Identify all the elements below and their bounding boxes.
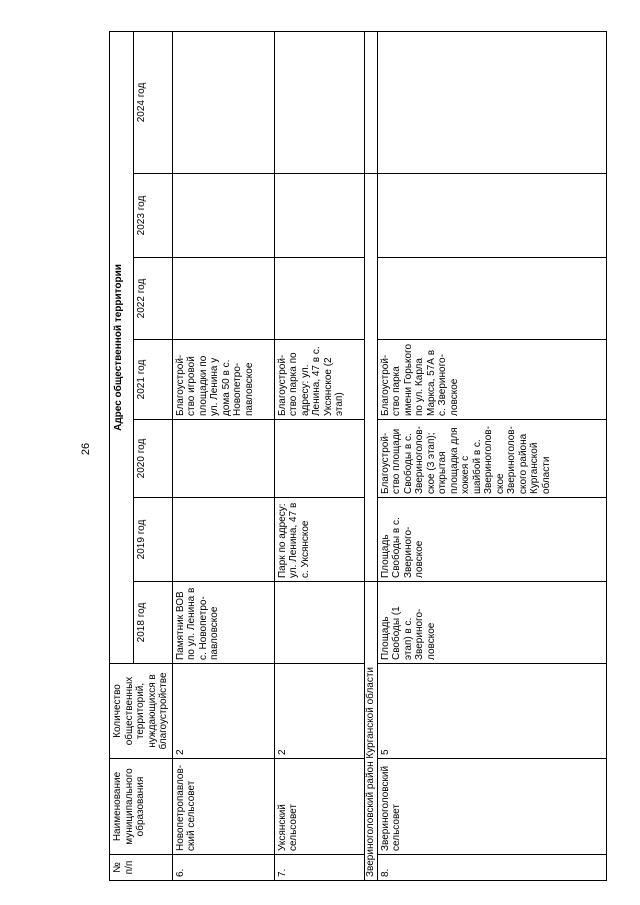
section-title: Звериноголовский район Курганской области [364,582,377,881]
row-year-cell [172,498,274,582]
row-year-cell [274,31,364,173]
row-year-cell [172,420,274,498]
rotated-table-container [109,32,607,881]
row-year-cell: Благоустрой-ство площади Свободы в с. Звериноголов-ское (3 этап); открытая площадка для хоккея с шайбой в с. Звериноголов-ское Звериноголов-ского района Курганской области [377,420,607,498]
section-blank [364,420,377,498]
header-count: Количество общественных территорий, нуждающихся в благоустройстве [110,664,173,759]
row-year-cell: Парк по адресу: ул. Ленина, 47 в с. Уксянское [274,498,364,582]
row-year-cell [274,174,364,258]
row-year-cell [377,31,607,173]
row-num: 8. [377,855,607,881]
row-count: 5 [377,664,607,759]
row-name: Звериноголовский сельсовет [377,759,607,855]
row-name: Новопетропавлов-ский сельсовет [172,759,274,855]
row-name: Уксянский сельсовет [274,759,364,855]
row-num: 7. [274,855,364,881]
header-year: 2022 год [133,258,172,340]
row-num: 6. [172,855,274,881]
row-year-cell [274,420,364,498]
header-year: 2023 год [133,174,172,258]
row-year-cell [377,258,607,340]
row-year-cell [172,258,274,340]
header-address-group: Адрес общественной территории [110,31,134,663]
row-year-cell: Благоустрой-ство игровой площадки по ул. Ленина у дома 50 в с. Новопетро-павловское [172,340,274,420]
header-name: Наименование муниципального образования [110,759,173,855]
row-year-cell: Площадь Свободы (1 этап) в с. Звериного-ловское [377,582,607,664]
table-row [377,31,607,880]
row-year-cell [172,31,274,173]
row-count: 2 [172,664,274,759]
section-blank [364,174,377,258]
row-year-cell [377,174,607,258]
section-blank [364,340,377,420]
table-row [172,31,274,880]
section-blank [364,258,377,340]
table-row [274,31,364,880]
page-number: 26 [80,442,92,456]
territories-table [109,31,607,881]
header-year: 2020 год [133,420,172,498]
header-num: № п/п [110,855,173,881]
row-year-cell: Площадь Свободы в с. Звериного-ловское [377,498,607,582]
row-year-cell: Благоустрой-ство парка по адресу: ул. Ленина, 47 в с. Уксянское (2 этап) [274,340,364,420]
section-blank [364,31,377,173]
section-blank [364,498,377,582]
header-year: 2018 год [133,582,172,664]
header-year: 2021 год [133,340,172,420]
section-row [364,31,377,880]
row-year-cell [274,258,364,340]
header-year: 2024 год [133,31,172,173]
row-count: 2 [274,664,364,759]
header-year: 2019 год [133,498,172,582]
row-year-cell [274,582,364,664]
row-year-cell: Памятник ВОВ по ул. Ленина в с. Новопетро-павловское [172,582,274,664]
row-year-cell: Благоустрой-ство парка имени Горького по ул. Карла Маркса, 57А в с. Звериного-ловское [377,340,607,420]
row-year-cell [172,174,274,258]
